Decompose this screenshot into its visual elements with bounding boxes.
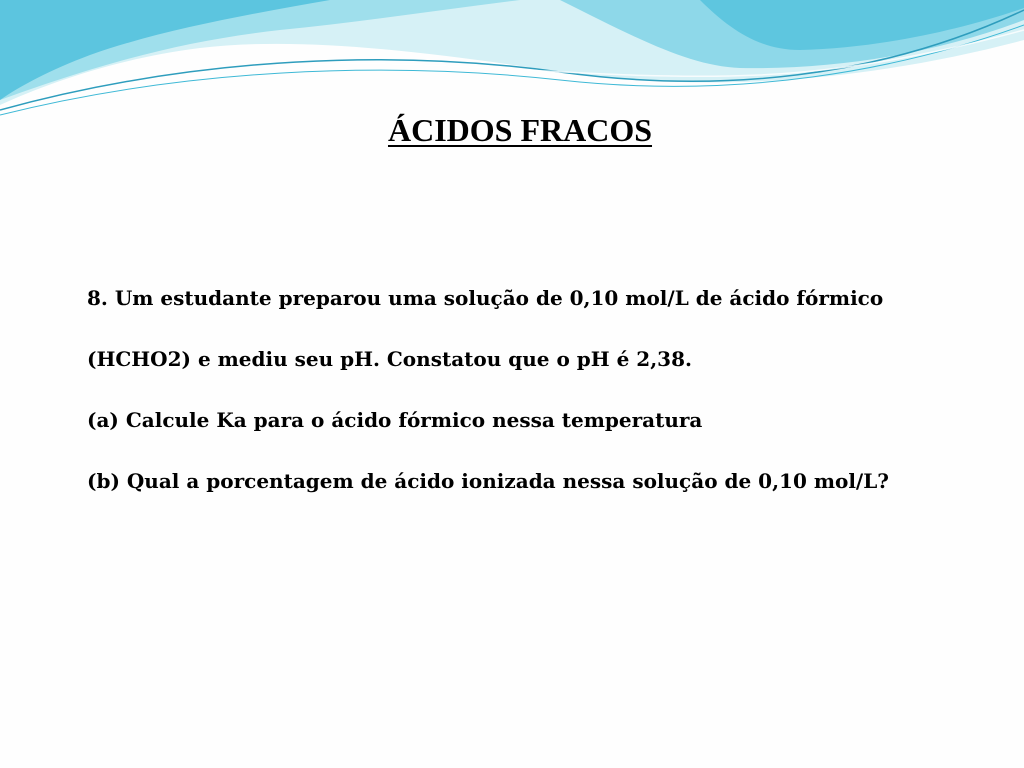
question-part-b: (b) Qual a porcentagem de ácido ionizada nessa solução de 0,10 mol/L? [87,469,890,493]
question-line-2: (HCHO2) e mediu seu pH. Constatou que o pH é 2,38. [87,347,692,371]
wave-header-decoration [0,0,1024,130]
slide-body [87,268,963,512]
question-part-a: (a) Calcule Ka para o ácido fórmico nessa temperatura [87,408,703,432]
slide-title: ÁCIDOS FRACOS [387,112,653,148]
question-line-1: 8. Um estudante preparou uma solução de 0,10 mol/L de ácido fórmico [87,286,884,310]
